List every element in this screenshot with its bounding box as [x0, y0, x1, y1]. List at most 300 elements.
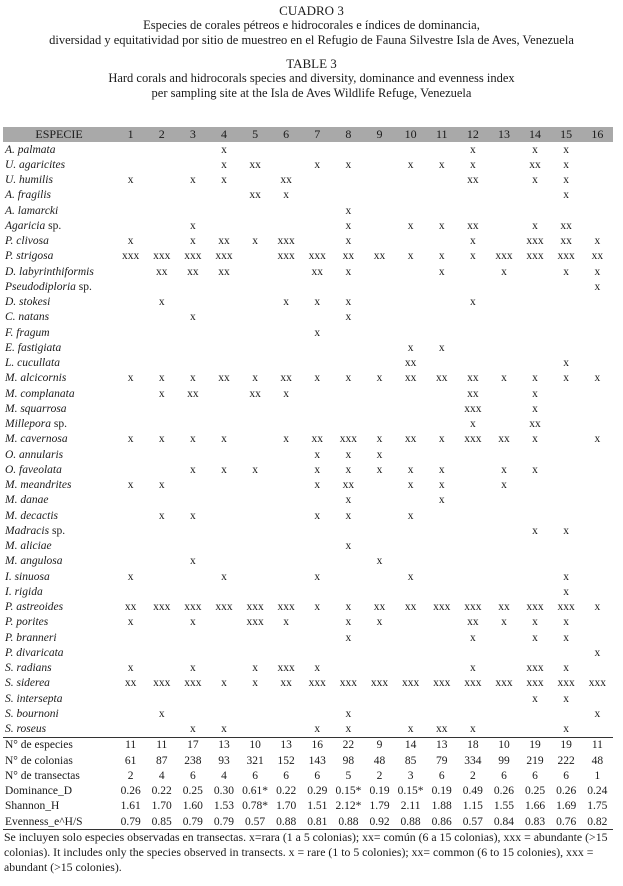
abundance-cell — [271, 356, 302, 371]
stats-value: 14 — [395, 737, 426, 753]
abundance-cell: xx — [249, 189, 261, 202]
abundance-cell — [488, 142, 519, 157]
species-name-italic: M. complanata — [5, 387, 75, 400]
abundance-cell — [457, 539, 488, 554]
abundance-cell: x — [345, 631, 352, 644]
abundance-cell: xxx — [277, 235, 295, 248]
abundance-cell — [426, 417, 457, 432]
abundance-cell — [146, 554, 177, 569]
abundance-cell: x — [314, 509, 321, 522]
abundance-cell — [177, 203, 208, 218]
stats-value: 2 — [469, 769, 476, 782]
abundance-cell — [208, 417, 239, 432]
species-name-italic: A. fragilis — [5, 189, 52, 202]
abundance-cell — [520, 508, 551, 523]
abundance-cell: x — [127, 662, 134, 675]
abundance-cell: xxx — [464, 402, 482, 415]
abundance-cell: x — [438, 265, 445, 278]
abundance-cell — [271, 508, 302, 523]
abundance-cell: xx — [435, 372, 448, 385]
stats-label: N° de colonias — [5, 754, 73, 767]
abundance-cell — [333, 584, 364, 599]
abundance-cell — [582, 722, 613, 738]
stats-value: 98 — [342, 754, 355, 767]
abundance-cell — [488, 386, 519, 401]
abundance-cell — [582, 188, 613, 203]
abundance-cell: x — [532, 631, 538, 644]
abundance-cell — [240, 523, 271, 538]
abundance-cell — [208, 386, 239, 401]
stats-value: 48 — [591, 754, 604, 767]
abundance-cell — [302, 417, 333, 432]
abundance-cell — [426, 661, 457, 676]
abundance-cell — [240, 539, 271, 554]
abundance-cell — [364, 325, 395, 340]
abundance-cell — [146, 462, 177, 477]
species-name — [3, 508, 115, 523]
abundance-cell: x — [314, 601, 321, 614]
abundance-cell: xxx — [215, 250, 233, 263]
abundance-cell: xx — [342, 250, 355, 263]
abundance-cell — [302, 310, 333, 325]
abundance-cell — [457, 478, 488, 493]
abundance-cell — [208, 295, 239, 310]
abundance-cell — [271, 447, 302, 462]
abundance-cell — [271, 310, 302, 325]
abundance-cell — [271, 554, 302, 569]
abundance-cell — [457, 264, 488, 279]
species-row — [3, 401, 613, 416]
abundance-cell: x — [563, 662, 570, 675]
species-row — [3, 539, 613, 554]
species-row — [3, 462, 613, 477]
stats-value: 10 — [240, 737, 271, 753]
abundance-cell — [488, 340, 519, 355]
species-row — [3, 493, 613, 508]
abundance-cell — [395, 523, 426, 538]
species-row — [3, 645, 613, 660]
species-row — [3, 157, 613, 172]
abundance-cell: xx — [591, 250, 604, 263]
abundance-cell: x — [563, 174, 570, 187]
abundance-cell — [582, 523, 613, 538]
species-name — [3, 157, 115, 172]
cuadro-label: CUADRO 3 — [279, 3, 344, 18]
stats-value: 48 — [373, 754, 386, 767]
abundance-cell — [146, 661, 177, 676]
abundance-cell: x — [407, 479, 414, 492]
abundance-cell — [115, 417, 146, 432]
abundance-cell — [426, 645, 457, 660]
abundance-cell — [146, 188, 177, 203]
abundance-cell — [364, 478, 395, 493]
table-body — [3, 142, 613, 830]
abundance-cell — [333, 340, 364, 355]
abundance-cell — [240, 203, 271, 218]
abundance-cell: xx — [404, 357, 417, 370]
english-title-line-1: Hard corals and hidrocorals species and diversity, dominance and evenness index — [108, 71, 515, 85]
abundance-cell: xxx — [246, 601, 264, 614]
abundance-cell: x — [252, 235, 258, 248]
abundance-cell: x — [532, 143, 538, 156]
stats-value: 22 — [333, 737, 364, 753]
species-row — [3, 478, 613, 493]
species-name-italic: M. squarrosa — [5, 402, 67, 415]
abundance-cell — [240, 645, 271, 660]
abundance-cell: x — [345, 494, 352, 507]
species-name — [3, 356, 115, 371]
abundance-cell: x — [345, 540, 352, 553]
abundance-cell — [115, 401, 146, 416]
stats-value: 3 — [407, 769, 414, 782]
stats-value: 6 — [438, 769, 445, 782]
abundance-cell — [208, 218, 239, 233]
abundance-cell — [240, 447, 271, 462]
abundance-cell: xx — [280, 677, 292, 690]
stats-value: 0.57 — [457, 814, 488, 830]
abundance-cell — [364, 630, 395, 645]
species-name — [3, 676, 115, 691]
species-name — [3, 142, 115, 157]
abundance-cell: xx — [280, 372, 292, 385]
abundance-cell: x — [221, 174, 227, 187]
abundance-cell: x — [345, 509, 352, 522]
abundance-cell — [240, 295, 271, 310]
species-row — [3, 630, 613, 645]
abundance-cell — [146, 447, 177, 462]
species-name — [3, 539, 115, 554]
stats-value: 0.25 — [182, 785, 203, 798]
abundance-cell: x — [438, 463, 445, 476]
abundance-cell — [208, 539, 239, 554]
stats-value: 0.79 — [177, 814, 208, 830]
abundance-cell: x — [345, 296, 352, 309]
abundance-cell — [488, 203, 519, 218]
abundance-cell — [457, 462, 488, 477]
abundance-cell: x — [314, 479, 321, 492]
abundance-cell — [302, 279, 333, 294]
abundance-cell — [488, 630, 519, 645]
abundance-cell: x — [345, 372, 352, 385]
stats-value: 0.49 — [462, 785, 483, 798]
species-name-italic: S. bournoni — [5, 707, 59, 720]
abundance-cell — [333, 523, 364, 538]
abundance-cell: xx — [187, 265, 199, 278]
abundance-cell: x — [283, 296, 290, 309]
species-row — [3, 584, 613, 599]
abundance-cell — [426, 539, 457, 554]
abundance-cell: xx — [187, 387, 199, 400]
abundance-cell — [582, 569, 613, 584]
species-name — [3, 325, 115, 340]
stats-value: 0.86 — [426, 814, 457, 830]
abundance-cell — [333, 417, 364, 432]
abundance-cell — [551, 706, 582, 721]
abundance-cell — [426, 706, 457, 721]
species-name — [3, 218, 115, 233]
abundance-cell: x — [594, 707, 601, 720]
abundance-cell — [115, 691, 146, 706]
abundance-cell — [395, 584, 426, 599]
abundance-cell — [364, 539, 395, 554]
abundance-cell — [240, 417, 271, 432]
species-name-suffix: sp. — [75, 280, 92, 293]
abundance-cell — [488, 234, 519, 249]
abundance-cell — [302, 493, 333, 508]
stats-row — [3, 768, 613, 783]
abundance-cell — [333, 401, 364, 416]
abundance-cell — [271, 203, 302, 218]
site-column-header: 9 — [364, 127, 395, 142]
abundance-cell — [488, 157, 519, 172]
abundance-cell — [115, 325, 146, 340]
abundance-cell: x — [314, 372, 321, 385]
species-name — [3, 401, 115, 416]
abundance-cell — [271, 706, 302, 721]
abundance-cell: xxx — [277, 662, 295, 675]
stats-label: Shannon_H — [5, 800, 60, 813]
stats-value: 152 — [277, 754, 295, 767]
abundance-cell: x — [314, 570, 321, 583]
abundance-cell — [271, 264, 302, 279]
abundance-cell: xxx — [246, 616, 264, 629]
stats-value: 87 — [155, 754, 168, 767]
abundance-cell — [177, 356, 208, 371]
abundance-cell: xxx — [153, 601, 171, 614]
abundance-cell — [208, 554, 239, 569]
stats-value: 1.70 — [151, 800, 172, 813]
abundance-cell — [271, 478, 302, 493]
species-name — [3, 493, 115, 508]
abundance-cell — [302, 142, 333, 157]
stats-value: 0.29 — [307, 785, 328, 798]
abundance-cell — [208, 188, 239, 203]
site-column-header: 2 — [146, 127, 177, 142]
abundance-cell: xxx — [308, 677, 326, 690]
abundance-cell — [395, 493, 426, 508]
species-name — [3, 432, 115, 447]
species-name — [3, 188, 115, 203]
abundance-cell: x — [469, 235, 476, 248]
abundance-cell — [457, 691, 488, 706]
abundance-cell — [333, 142, 364, 157]
site-column-header: 10 — [395, 127, 426, 142]
abundance-cell — [364, 401, 395, 416]
abundance-cell — [395, 447, 426, 462]
stats-value: 2 — [127, 769, 134, 782]
abundance-cell — [488, 661, 519, 676]
abundance-cell: xx — [560, 219, 572, 232]
abundance-cell — [146, 279, 177, 294]
abundance-cell: xxx — [401, 677, 420, 690]
abundance-cell — [426, 234, 457, 249]
abundance-cell: xxx — [557, 601, 575, 614]
stats-value: 1.55 — [493, 800, 514, 813]
english-title-line-2: per sampling site at the Isla de Aves Wildlife Refuge, Venezuela — [151, 86, 472, 100]
abundance-cell: xx — [560, 235, 572, 248]
abundance-cell — [146, 539, 177, 554]
abundance-cell: x — [501, 463, 507, 476]
abundance-cell: x — [563, 158, 570, 171]
species-name-italic: O. faveolata — [5, 463, 62, 476]
abundance-cell — [115, 218, 146, 233]
abundance-cell — [271, 584, 302, 599]
species-row — [3, 417, 613, 432]
abundance-cell: xx — [498, 433, 510, 446]
abundance-cell — [240, 432, 271, 447]
abundance-cell — [115, 188, 146, 203]
abundance-cell — [520, 722, 551, 738]
abundance-cell — [395, 615, 426, 630]
abundance-cell — [395, 645, 426, 660]
abundance-cell — [582, 615, 613, 630]
abundance-cell — [457, 569, 488, 584]
species-name-italic: M. meandrites — [5, 479, 72, 492]
abundance-cell — [551, 340, 582, 355]
abundance-cell — [364, 203, 395, 218]
abundance-cell: x — [158, 387, 165, 400]
species-name-italic: P. strigosa — [5, 250, 54, 263]
stats-row — [3, 814, 613, 830]
abundance-cell: x — [252, 463, 258, 476]
abundance-cell — [146, 203, 177, 218]
abundance-cell: x — [407, 341, 414, 354]
stats-value: 1.69 — [556, 800, 577, 813]
species-row — [3, 310, 613, 325]
abundance-cell — [426, 523, 457, 538]
species-column-header: ESPECIE — [3, 127, 115, 142]
abundance-cell — [271, 722, 302, 738]
species-name — [3, 600, 115, 615]
abundance-cell: x — [438, 479, 445, 492]
stats-value: 0.88 — [271, 814, 302, 830]
abundance-cell — [364, 523, 395, 538]
stats-row — [3, 784, 613, 799]
abundance-cell — [115, 279, 146, 294]
stats-value: 6 — [189, 769, 196, 782]
abundance-cell — [551, 539, 582, 554]
abundance-cell — [115, 630, 146, 645]
abundance-cell: x — [563, 692, 570, 705]
abundance-cell — [520, 645, 551, 660]
abundance-cell — [551, 417, 582, 432]
abundance-cell: xxx — [433, 677, 451, 690]
abundance-cell — [457, 554, 488, 569]
abundance-cell — [457, 356, 488, 371]
abundance-cell — [582, 325, 613, 340]
abundance-cell: x — [407, 219, 414, 232]
abundance-cell: x — [283, 616, 290, 629]
abundance-cell: xxx — [339, 433, 358, 446]
stats-value: 1.75 — [587, 800, 608, 813]
abundance-cell: x — [532, 372, 538, 385]
stats-row — [3, 799, 613, 814]
abundance-cell: x — [345, 265, 352, 278]
abundance-cell — [115, 462, 146, 477]
abundance-cell — [582, 691, 613, 706]
abundance-cell: xx — [404, 601, 417, 614]
abundance-cell — [488, 356, 519, 371]
abundance-cell — [302, 523, 333, 538]
species-row — [3, 432, 613, 447]
abundance-cell — [302, 630, 333, 645]
abundance-cell: x — [469, 723, 476, 736]
abundance-cell — [582, 478, 613, 493]
abundance-cell: xxx — [588, 677, 606, 690]
species-name-italic: E. fastigiata — [5, 341, 62, 354]
abundance-cell: x — [501, 616, 507, 629]
abundance-cell: x — [189, 219, 196, 232]
site-column-header: 16 — [582, 127, 613, 142]
abundance-cell — [426, 325, 457, 340]
species-row — [3, 264, 613, 279]
abundance-cell: x — [283, 433, 290, 446]
abundance-cell — [208, 508, 239, 523]
stats-value: 0.22 — [151, 785, 172, 798]
stats-value: 10 — [488, 737, 519, 753]
abundance-cell — [582, 340, 613, 355]
abundance-cell — [582, 661, 613, 676]
abundance-cell — [582, 417, 613, 432]
abundance-cell — [426, 173, 457, 188]
abundance-cell — [177, 325, 208, 340]
abundance-cell: x — [563, 143, 570, 156]
abundance-cell: x — [376, 616, 383, 629]
abundance-cell — [582, 157, 613, 172]
coral-species-table — [3, 127, 613, 830]
abundance-cell — [208, 630, 239, 645]
abundance-cell: x — [158, 509, 165, 522]
abundance-cell — [240, 722, 271, 738]
abundance-cell: xxx — [526, 662, 544, 675]
stats-value: 0.81 — [302, 814, 333, 830]
abundance-cell — [395, 706, 426, 721]
abundance-cell — [364, 645, 395, 660]
species-name — [3, 645, 115, 660]
abundance-cell: x — [438, 219, 445, 232]
abundance-cell — [488, 569, 519, 584]
abundance-cell — [240, 706, 271, 721]
abundance-cell — [488, 279, 519, 294]
abundance-cell: x — [158, 479, 165, 492]
stats-value: 334 — [464, 754, 482, 767]
abundance-cell — [364, 142, 395, 157]
abundance-cell: xxx — [526, 235, 544, 248]
abundance-cell — [146, 401, 177, 416]
abundance-cell — [551, 462, 582, 477]
abundance-cell — [488, 584, 519, 599]
species-name — [3, 264, 115, 279]
abundance-cell — [115, 142, 146, 157]
abundance-cell — [240, 584, 271, 599]
abundance-cell — [426, 691, 457, 706]
species-name-italic: U. humilis — [5, 174, 53, 187]
abundance-cell — [177, 691, 208, 706]
abundance-cell — [582, 493, 613, 508]
stats-value: 0.83 — [520, 814, 551, 830]
abundance-cell — [115, 508, 146, 523]
abundance-cell — [240, 249, 271, 264]
abundance-cell: xx — [342, 479, 355, 492]
abundance-cell — [582, 630, 613, 645]
abundance-cell — [146, 584, 177, 599]
abundance-cell — [364, 691, 395, 706]
abundance-cell — [582, 356, 613, 371]
abundance-cell — [488, 722, 519, 738]
abundance-cell: xx — [249, 387, 261, 400]
species-name-italic: S. siderea — [5, 677, 50, 690]
abundance-cell — [177, 447, 208, 462]
